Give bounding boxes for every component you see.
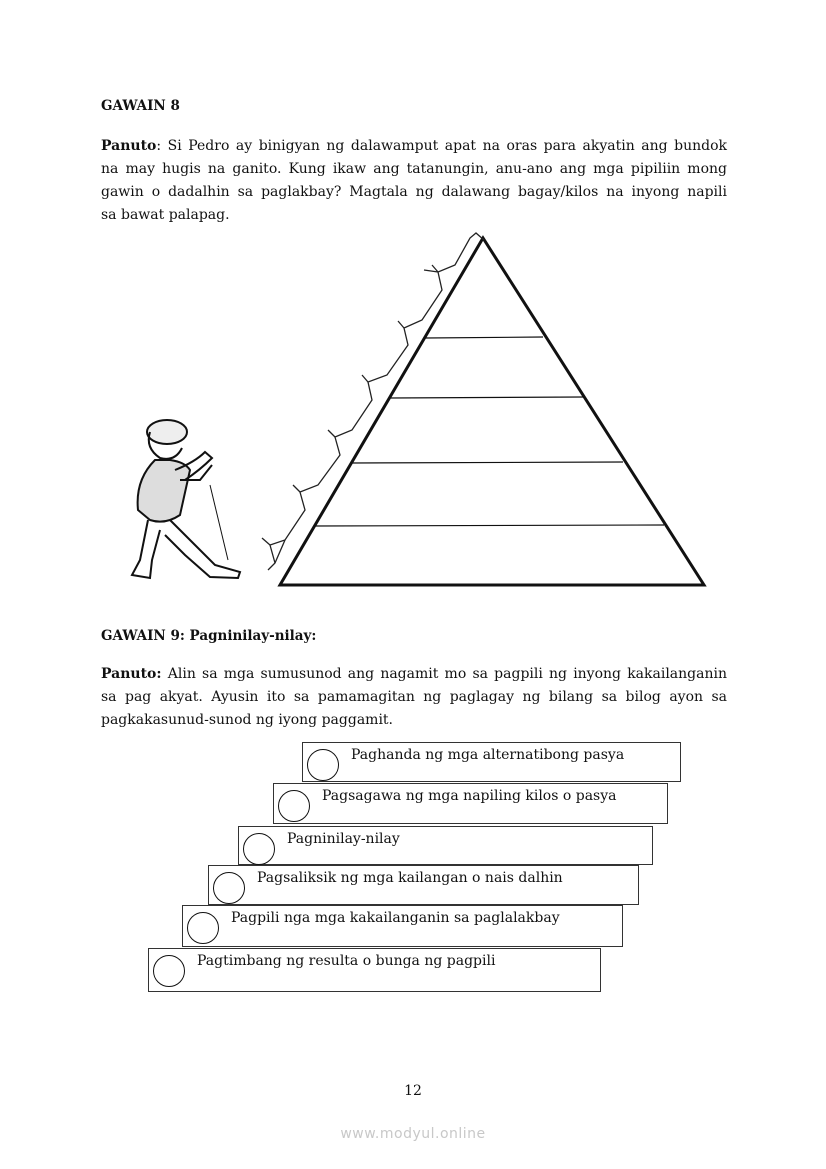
hiker-figure-icon bbox=[132, 420, 240, 578]
pyramid-illustration bbox=[0, 220, 826, 600]
step-label: Pagsagawa ng mga napiling kilos o pasya bbox=[322, 788, 617, 804]
stairs-icon bbox=[262, 233, 484, 570]
step-box bbox=[208, 865, 639, 905]
step-label: Pagsaliksik ng mga kailangan o nais dalhin bbox=[257, 870, 563, 886]
gawain8-instruction-line: Panuto: Si Pedro ay binigyan ng dalawamput apat na oras para akyatin ang bundok bbox=[101, 138, 727, 154]
step-box bbox=[302, 742, 681, 782]
gawain8-instruction-line: gawin o dadalhin sa paglakbay? Magtala ng dalawang bagay/kilos na inyong napili bbox=[101, 184, 727, 200]
watermark: www.modyul.online bbox=[340, 1126, 486, 1142]
number-circle-input[interactable] bbox=[213, 872, 245, 904]
panuto-label: Panuto: bbox=[101, 666, 162, 682]
gawain9-instruction-line: Panuto: Alin sa mga sumusunod ang nagamit mo sa pagpili ng inyong kakailanganin bbox=[101, 666, 727, 682]
gawain9-instruction-line: sa pag akyat. Ayusin ito sa pamamagitan ng paglagay ng bilang sa bilog ayon sa bbox=[101, 689, 727, 705]
gawain9-title: GAWAIN 9: Pagninilay-nilay: bbox=[101, 628, 317, 644]
panuto-label: Panuto bbox=[101, 138, 157, 154]
gawain8-instruction-line: na may hugis na ganito. Kung ikaw ang tatanungin, anu-ano ang mga pipiliin mong bbox=[101, 161, 727, 177]
number-circle-input[interactable] bbox=[187, 912, 219, 944]
gawain9-instruction-line: pagkakasunud-sunod ng iyong paggamit. bbox=[101, 712, 393, 728]
gawain8-instruction-line: sa bawat palapag. bbox=[101, 207, 230, 223]
number-circle-input[interactable] bbox=[153, 955, 185, 987]
step-label: Paghanda ng mga alternatibong pasya bbox=[351, 747, 625, 763]
step-label: Pagninilay-nilay bbox=[287, 831, 400, 847]
number-circle-input[interactable] bbox=[278, 790, 310, 822]
step-label: Pagpili nga mga kakailanganin sa paglalakbay bbox=[231, 910, 560, 926]
gawain8-title: GAWAIN 8 bbox=[101, 98, 180, 114]
step-label: Pagtimbang ng resulta o bunga ng pagpili bbox=[197, 953, 496, 969]
step-box bbox=[273, 783, 668, 824]
step-box bbox=[238, 826, 653, 865]
number-circle-input[interactable] bbox=[307, 749, 339, 781]
step-box bbox=[148, 948, 601, 992]
page-number: 12 bbox=[404, 1083, 422, 1099]
number-circle-input[interactable] bbox=[243, 833, 275, 865]
pyramid bbox=[280, 238, 704, 585]
step-box bbox=[182, 905, 623, 947]
